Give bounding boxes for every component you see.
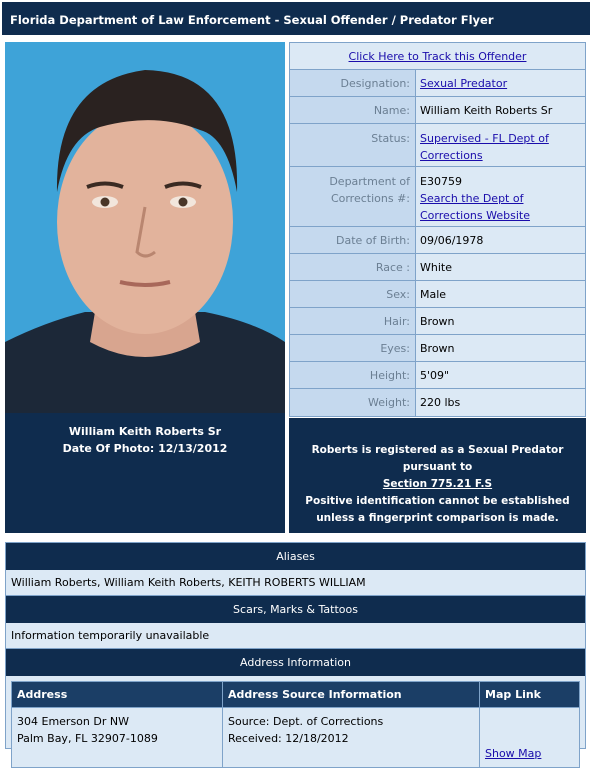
weight-value: 220 lbs bbox=[416, 389, 585, 416]
scars-text: Information temporarily unavailable bbox=[6, 623, 585, 649]
notice-line2: Positive identification cannot be established unless a fingerprint comparison is made. bbox=[305, 495, 570, 524]
hair-label: Hair: bbox=[290, 308, 416, 334]
height-label: Height: bbox=[290, 362, 416, 388]
status-label: Status: bbox=[290, 124, 416, 166]
weight-row bbox=[290, 389, 585, 416]
col-source: Address Source Information bbox=[223, 682, 480, 708]
eyes-row bbox=[290, 335, 585, 362]
offender-photo bbox=[5, 42, 285, 413]
doc-label: Department of Corrections #: bbox=[290, 167, 416, 226]
scars-heading: Scars, Marks & Tattoos bbox=[6, 596, 585, 623]
dob-label: Date of Birth: bbox=[290, 227, 416, 253]
doc-search-link[interactable]: Search the Dept of Corrections Website bbox=[420, 192, 530, 222]
designation-label: Designation: bbox=[290, 70, 416, 96]
table-row bbox=[12, 708, 580, 768]
photo-date: Date Of Photo: 12/13/2012 bbox=[62, 442, 228, 455]
address-table bbox=[11, 681, 580, 768]
doc-row bbox=[290, 167, 585, 227]
dob-value: 09/06/1978 bbox=[416, 227, 585, 253]
track-row bbox=[290, 43, 585, 70]
eyes-label: Eyes: bbox=[290, 335, 416, 361]
offender-photo-panel bbox=[5, 42, 285, 533]
status-row bbox=[290, 124, 585, 167]
sex-label: Sex: bbox=[290, 281, 416, 307]
sex-value: Male bbox=[416, 281, 585, 307]
height-value: 5'09" bbox=[416, 362, 585, 388]
registration-notice bbox=[289, 418, 586, 533]
offender-details-table bbox=[289, 42, 586, 417]
aliases-text: William Roberts, William Keith Roberts, KEITH ROBERTS WILLIAM bbox=[6, 570, 585, 596]
height-row bbox=[290, 362, 585, 389]
col-map: Map Link bbox=[480, 682, 580, 708]
address-city: Palm Bay, FL 32907-1089 bbox=[17, 732, 158, 745]
notice-line1: Roberts is registered as a Sexual Predator pursuant to bbox=[311, 444, 564, 473]
photo-name: William Keith Roberts Sr bbox=[68, 425, 222, 438]
aliases-heading: Aliases bbox=[6, 543, 585, 570]
race-value: White bbox=[416, 254, 585, 280]
address-received: Received: 12/18/2012 bbox=[228, 732, 349, 745]
designation-link[interactable]: Sexual Predator bbox=[420, 76, 508, 90]
name-label: Name: bbox=[290, 97, 416, 123]
weight-label: Weight: bbox=[290, 389, 416, 416]
statute-link[interactable]: Section 775.21 F.S bbox=[382, 478, 493, 490]
hair-row bbox=[290, 308, 585, 335]
name-value: William Keith Roberts Sr bbox=[416, 97, 585, 123]
eyes-value: Brown bbox=[416, 335, 585, 361]
name-row bbox=[290, 97, 585, 124]
doc-number: E30759 bbox=[420, 175, 462, 188]
hair-value: Brown bbox=[416, 308, 585, 334]
status-link[interactable]: Supervised - FL Dept of Corrections bbox=[420, 132, 549, 162]
additional-info-section bbox=[5, 542, 586, 760]
page-title: Florida Department of Law Enforcement - Sexual Offender / Predator Flyer bbox=[2, 2, 590, 35]
col-address: Address bbox=[12, 682, 223, 708]
show-map-link[interactable]: Show Map bbox=[485, 747, 542, 760]
photo-caption bbox=[5, 423, 285, 457]
race-row bbox=[290, 254, 585, 281]
race-label: Race : bbox=[290, 254, 416, 280]
address-street: 304 Emerson Dr NW bbox=[17, 715, 129, 728]
address-heading: Address Information bbox=[6, 649, 585, 676]
designation-row bbox=[290, 70, 585, 97]
sex-row bbox=[290, 281, 585, 308]
track-offender-link[interactable]: Click Here to Track this Offender bbox=[348, 49, 527, 63]
dob-row bbox=[290, 227, 585, 254]
address-source: Source: Dept. of Corrections bbox=[228, 715, 384, 728]
